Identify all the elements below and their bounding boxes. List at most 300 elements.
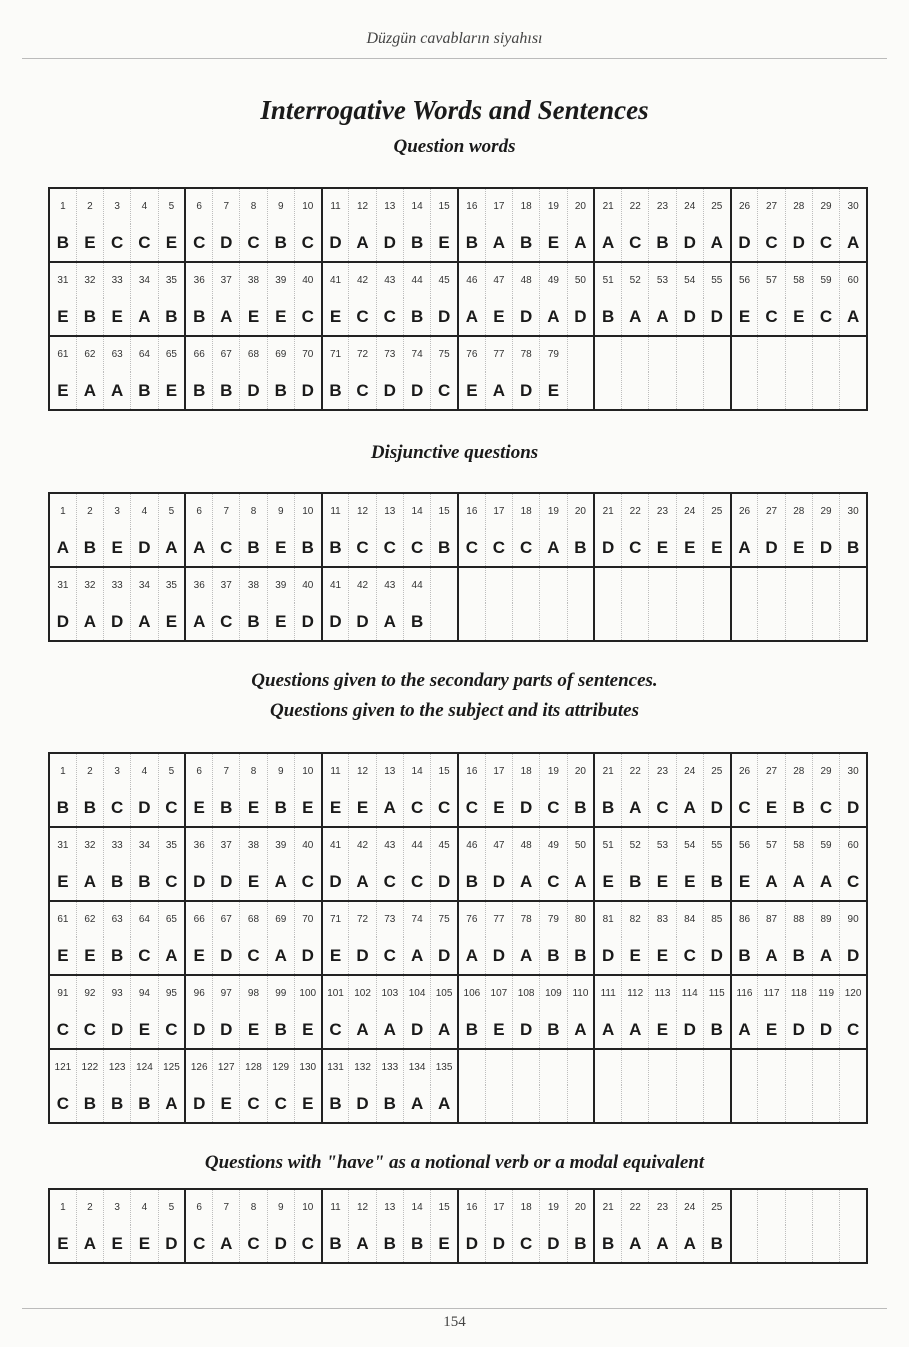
question-number bbox=[703, 336, 730, 372]
question-number: 4 bbox=[131, 753, 158, 789]
answer-letter bbox=[622, 603, 649, 641]
answer-letter: E bbox=[758, 789, 785, 827]
answer-letter: B bbox=[267, 789, 294, 827]
answer-letter: E bbox=[322, 298, 349, 336]
question-number: 23 bbox=[649, 753, 676, 789]
answer-letter: C bbox=[131, 937, 158, 975]
answer-letter bbox=[812, 372, 839, 410]
question-number: 105 bbox=[431, 975, 458, 1011]
question-number: 114 bbox=[676, 975, 703, 1011]
question-number: 131 bbox=[322, 1049, 349, 1085]
answer-letter: A bbox=[76, 863, 103, 901]
question-number: 32 bbox=[76, 262, 103, 298]
answer-letter: C bbox=[812, 789, 839, 827]
question-number: 45 bbox=[431, 262, 458, 298]
answer-letter: B bbox=[540, 937, 567, 975]
question-number: 14 bbox=[403, 493, 430, 529]
question-number: 88 bbox=[785, 901, 812, 937]
answer-letter: C bbox=[158, 789, 185, 827]
question-number: 5 bbox=[158, 493, 185, 529]
answer-letter: A bbox=[158, 1085, 185, 1123]
answer-letter: E bbox=[49, 937, 76, 975]
answer-row bbox=[49, 937, 867, 975]
question-number: 98 bbox=[240, 975, 267, 1011]
answer-letter bbox=[622, 1085, 649, 1123]
answer-letter: D bbox=[213, 937, 240, 975]
question-number: 7 bbox=[213, 1189, 240, 1225]
answer-letter bbox=[567, 372, 594, 410]
question-number: 38 bbox=[240, 827, 267, 863]
answer-letter: B bbox=[567, 937, 594, 975]
answer-letter: B bbox=[322, 529, 349, 567]
answer-letter: B bbox=[322, 372, 349, 410]
question-number: 21 bbox=[594, 493, 621, 529]
answer-letter: B bbox=[49, 789, 76, 827]
answer-letter: A bbox=[731, 529, 758, 567]
answer-letter: C bbox=[622, 224, 649, 262]
answer-letter bbox=[458, 1085, 485, 1123]
question-number: 9 bbox=[267, 493, 294, 529]
answer-letter: A bbox=[158, 937, 185, 975]
answer-letter: E bbox=[731, 298, 758, 336]
question-number: 87 bbox=[758, 901, 785, 937]
answer-letter: A bbox=[267, 863, 294, 901]
number-row bbox=[49, 901, 867, 937]
question-number: 116 bbox=[731, 975, 758, 1011]
question-number: 36 bbox=[185, 827, 212, 863]
question-number: 58 bbox=[785, 827, 812, 863]
question-number bbox=[758, 1049, 785, 1085]
answer-letter: D bbox=[567, 298, 594, 336]
question-number: 132 bbox=[349, 1049, 376, 1085]
question-number: 47 bbox=[485, 827, 512, 863]
answer-letter: E bbox=[104, 298, 131, 336]
answer-letter: A bbox=[104, 372, 131, 410]
answer-letter: E bbox=[213, 1085, 240, 1123]
question-number: 57 bbox=[758, 827, 785, 863]
question-number: 124 bbox=[131, 1049, 158, 1085]
question-number: 111 bbox=[594, 975, 621, 1011]
answer-letter bbox=[758, 1225, 785, 1263]
answer-letter: A bbox=[376, 1011, 403, 1049]
question-number: 42 bbox=[349, 262, 376, 298]
question-number: 6 bbox=[185, 1189, 212, 1225]
answer-letter: D bbox=[294, 372, 321, 410]
answer-letter: B bbox=[213, 372, 240, 410]
question-number: 7 bbox=[213, 188, 240, 224]
question-number bbox=[731, 567, 758, 603]
answer-letter: B bbox=[403, 1225, 430, 1263]
answer-row bbox=[49, 372, 867, 410]
answer-letter: D bbox=[185, 1085, 212, 1123]
question-number: 37 bbox=[213, 262, 240, 298]
question-number: 110 bbox=[567, 975, 594, 1011]
question-number: 77 bbox=[485, 336, 512, 372]
answer-letter: B bbox=[267, 224, 294, 262]
answer-letter: C bbox=[213, 529, 240, 567]
answer-letter: D bbox=[294, 603, 321, 641]
answer-letter: B bbox=[785, 937, 812, 975]
question-number: 13 bbox=[376, 1189, 403, 1225]
answer-letter: E bbox=[76, 224, 103, 262]
answer-letter bbox=[731, 603, 758, 641]
question-number: 96 bbox=[185, 975, 212, 1011]
answer-letter: E bbox=[622, 937, 649, 975]
answer-letter: D bbox=[485, 1225, 512, 1263]
question-number bbox=[703, 567, 730, 603]
question-number: 130 bbox=[294, 1049, 321, 1085]
question-number: 72 bbox=[349, 336, 376, 372]
answer-letter: A bbox=[185, 603, 212, 641]
answer-letter: E bbox=[104, 1225, 131, 1263]
question-number: 92 bbox=[76, 975, 103, 1011]
answer-letter bbox=[840, 1085, 867, 1123]
answer-letter: B bbox=[294, 529, 321, 567]
question-number: 40 bbox=[294, 262, 321, 298]
answer-letter: D bbox=[322, 863, 349, 901]
answer-letter: D bbox=[322, 603, 349, 641]
question-number: 49 bbox=[540, 827, 567, 863]
answer-letter: E bbox=[431, 224, 458, 262]
answer-letter: E bbox=[703, 529, 730, 567]
question-number bbox=[485, 1049, 512, 1085]
answer-letter: A bbox=[513, 937, 540, 975]
section-caption: Questions given to the secondary parts of sentences. bbox=[251, 670, 658, 691]
answer-letter: B bbox=[376, 1085, 403, 1123]
question-number: 118 bbox=[785, 975, 812, 1011]
question-number: 24 bbox=[676, 493, 703, 529]
answer-letter bbox=[758, 603, 785, 641]
answer-letter: B bbox=[403, 603, 430, 641]
answer-letter bbox=[840, 372, 867, 410]
question-number: 18 bbox=[513, 493, 540, 529]
answer-letter: D bbox=[376, 372, 403, 410]
answer-letter: A bbox=[431, 1011, 458, 1049]
answer-letter: D bbox=[540, 1225, 567, 1263]
answer-letter: E bbox=[349, 789, 376, 827]
question-number bbox=[567, 567, 594, 603]
question-number: 21 bbox=[594, 188, 621, 224]
question-number: 107 bbox=[485, 975, 512, 1011]
answer-letter bbox=[731, 1225, 758, 1263]
answer-letter: B bbox=[104, 1085, 131, 1123]
answer-letter: B bbox=[49, 224, 76, 262]
question-number: 14 bbox=[403, 753, 430, 789]
question-number: 34 bbox=[131, 827, 158, 863]
answer-letter bbox=[812, 603, 839, 641]
answer-letter: D bbox=[676, 224, 703, 262]
question-number: 6 bbox=[185, 753, 212, 789]
number-row bbox=[49, 336, 867, 372]
question-number: 9 bbox=[267, 1189, 294, 1225]
question-number: 34 bbox=[131, 567, 158, 603]
question-number: 125 bbox=[158, 1049, 185, 1085]
answer-letter: C bbox=[240, 1225, 267, 1263]
page-number: 154 bbox=[443, 1314, 466, 1330]
question-number: 25 bbox=[703, 188, 730, 224]
answer-letter: C bbox=[158, 863, 185, 901]
question-number: 10 bbox=[294, 753, 321, 789]
answer-letter: E bbox=[785, 529, 812, 567]
question-number: 36 bbox=[185, 567, 212, 603]
answer-letter: E bbox=[294, 789, 321, 827]
answer-letter: E bbox=[540, 372, 567, 410]
answer-letter: E bbox=[676, 529, 703, 567]
answer-letter: C bbox=[376, 529, 403, 567]
question-number: 59 bbox=[812, 827, 839, 863]
answer-letter: D bbox=[458, 1225, 485, 1263]
question-number: 18 bbox=[513, 1189, 540, 1225]
question-number: 1 bbox=[49, 493, 76, 529]
question-number: 20 bbox=[567, 753, 594, 789]
answer-letter: D bbox=[731, 224, 758, 262]
question-number: 24 bbox=[676, 753, 703, 789]
answer-letter: B bbox=[240, 529, 267, 567]
question-number: 17 bbox=[485, 1189, 512, 1225]
question-number bbox=[812, 567, 839, 603]
question-number bbox=[676, 1049, 703, 1085]
answer-letter: C bbox=[846, 1019, 860, 1039]
answer-letter bbox=[758, 372, 785, 410]
question-number: 126 bbox=[185, 1049, 212, 1085]
answer-letter: C bbox=[104, 224, 131, 262]
question-number: 35 bbox=[158, 827, 185, 863]
footer-rule bbox=[22, 1308, 887, 1309]
page-title: Interrogative Words and Sentences bbox=[260, 95, 649, 125]
question-number: 109 bbox=[540, 975, 567, 1011]
answer-letter: C bbox=[376, 863, 403, 901]
answer-letter: E bbox=[322, 789, 349, 827]
answer-row bbox=[49, 224, 867, 262]
answer-letter: E bbox=[267, 529, 294, 567]
answer-letter: D bbox=[785, 1011, 812, 1049]
question-number: 21 bbox=[594, 753, 621, 789]
answer-letter: A bbox=[349, 1011, 376, 1049]
number-row bbox=[49, 262, 867, 298]
answer-letter: E bbox=[185, 789, 212, 827]
answer-letter: B bbox=[594, 1225, 621, 1263]
question-number: 11 bbox=[322, 493, 349, 529]
question-number: 79 bbox=[540, 336, 567, 372]
question-number: 1 bbox=[49, 753, 76, 789]
answer-row bbox=[49, 298, 867, 336]
question-number: 23 bbox=[649, 493, 676, 529]
question-number: 65 bbox=[158, 336, 185, 372]
question-number: 100 bbox=[294, 975, 321, 1011]
question-number bbox=[840, 1189, 867, 1225]
answer-letter: B bbox=[185, 372, 212, 410]
answer-letter: B bbox=[158, 298, 185, 336]
question-number: 14 bbox=[403, 1189, 430, 1225]
number-row bbox=[49, 975, 867, 1011]
number-row bbox=[49, 1189, 867, 1225]
question-number: 64 bbox=[131, 901, 158, 937]
answer-letter: B bbox=[458, 224, 485, 262]
question-number: 122 bbox=[76, 1049, 103, 1085]
answer-row bbox=[49, 1225, 867, 1263]
question-number: 2 bbox=[76, 1189, 103, 1225]
question-number: 47 bbox=[485, 262, 512, 298]
answer-letter: D bbox=[758, 529, 785, 567]
question-number bbox=[676, 567, 703, 603]
answer-letter: A bbox=[76, 1225, 103, 1263]
question-number bbox=[458, 567, 485, 603]
answer-letter: C bbox=[513, 1225, 540, 1263]
question-number: 20 bbox=[567, 188, 594, 224]
question-number: 24 bbox=[676, 188, 703, 224]
question-number: 121 bbox=[49, 1049, 76, 1085]
question-number: 26 bbox=[731, 188, 758, 224]
answer-letter bbox=[785, 603, 812, 641]
question-number: 45 bbox=[431, 827, 458, 863]
section-caption: Questions given to the subject and its attributes bbox=[270, 700, 639, 721]
question-number: 15 bbox=[431, 1189, 458, 1225]
answer-letter bbox=[594, 603, 621, 641]
question-number: 79 bbox=[540, 901, 567, 937]
question-number: 8 bbox=[240, 188, 267, 224]
question-number: 133 bbox=[376, 1049, 403, 1085]
answer-letter bbox=[840, 603, 867, 641]
answer-letter: D bbox=[703, 298, 730, 336]
question-number: 117 bbox=[758, 975, 785, 1011]
question-number: 4 bbox=[131, 493, 158, 529]
answer-letter bbox=[785, 372, 812, 410]
question-number: 3 bbox=[104, 493, 131, 529]
question-number: 115 bbox=[703, 975, 730, 1011]
question-number: 66 bbox=[185, 336, 212, 372]
answer-letter: A bbox=[458, 937, 485, 975]
answer-letter: B bbox=[131, 372, 158, 410]
question-number: 2 bbox=[76, 188, 103, 224]
question-number: 68 bbox=[240, 901, 267, 937]
question-number: 57 bbox=[758, 262, 785, 298]
answer-letter: D bbox=[703, 789, 730, 827]
question-number bbox=[758, 336, 785, 372]
question-number: 54 bbox=[676, 827, 703, 863]
answer-letter: D bbox=[322, 224, 349, 262]
answer-letter bbox=[567, 1085, 594, 1123]
question-number bbox=[812, 1189, 839, 1225]
section-caption: Question words bbox=[393, 136, 516, 157]
answer-letter: C bbox=[485, 529, 512, 567]
answer-letter: C bbox=[185, 1225, 212, 1263]
question-number: 128 bbox=[240, 1049, 267, 1085]
answer-letter: B bbox=[594, 789, 621, 827]
question-number: 76 bbox=[458, 336, 485, 372]
question-number bbox=[622, 336, 649, 372]
question-number: 102 bbox=[349, 975, 376, 1011]
answer-letter: E bbox=[104, 529, 131, 567]
question-number: 17 bbox=[485, 753, 512, 789]
question-number bbox=[785, 336, 812, 372]
answer-letter: C bbox=[104, 789, 131, 827]
question-number: 120 bbox=[844, 988, 862, 999]
question-number: 17 bbox=[485, 188, 512, 224]
question-number: 53 bbox=[649, 827, 676, 863]
answer-letter: B bbox=[76, 529, 103, 567]
answer-letter: E bbox=[458, 372, 485, 410]
answer-letter: A bbox=[485, 372, 512, 410]
answer-letter: A bbox=[458, 298, 485, 336]
answer-letter: D bbox=[49, 603, 76, 641]
answer-letter: D bbox=[213, 1011, 240, 1049]
question-number bbox=[431, 567, 458, 603]
answer-letter: C bbox=[349, 529, 376, 567]
answer-letter bbox=[594, 372, 621, 410]
question-number: 33 bbox=[104, 262, 131, 298]
answer-letter: C bbox=[513, 529, 540, 567]
answer-letter bbox=[458, 603, 485, 641]
answer-letter: C bbox=[76, 1011, 103, 1049]
answer-letter: B bbox=[731, 937, 758, 975]
answer-letter bbox=[622, 372, 649, 410]
question-number: 46 bbox=[458, 262, 485, 298]
question-number: 5 bbox=[158, 188, 185, 224]
question-number: 30 bbox=[847, 506, 859, 517]
question-number: 74 bbox=[403, 336, 430, 372]
question-number: 29 bbox=[812, 493, 839, 529]
answer-letter: D bbox=[294, 937, 321, 975]
question-number bbox=[649, 567, 676, 603]
answer-letter: A bbox=[703, 224, 730, 262]
question-number: 11 bbox=[322, 1189, 349, 1225]
answer-letter: C bbox=[349, 372, 376, 410]
question-number: 78 bbox=[513, 901, 540, 937]
question-number: 25 bbox=[703, 753, 730, 789]
question-number: 90 bbox=[847, 914, 859, 925]
question-number bbox=[513, 567, 540, 603]
question-number: 41 bbox=[322, 262, 349, 298]
answer-letter: A bbox=[649, 298, 676, 336]
question-number: 13 bbox=[376, 753, 403, 789]
question-number bbox=[785, 1189, 812, 1225]
answer-letter bbox=[676, 603, 703, 641]
answer-letter: D bbox=[185, 1011, 212, 1049]
question-number: 61 bbox=[49, 901, 76, 937]
answer-letter: C bbox=[294, 1225, 321, 1263]
question-number: 6 bbox=[185, 188, 212, 224]
answer-letter: C bbox=[403, 863, 430, 901]
question-number: 10 bbox=[294, 1189, 321, 1225]
question-number: 5 bbox=[158, 1189, 185, 1225]
question-number bbox=[594, 567, 621, 603]
question-number: 13 bbox=[376, 493, 403, 529]
answer-letter: E bbox=[294, 1011, 321, 1049]
question-number: 18 bbox=[513, 753, 540, 789]
answer-letter: B bbox=[76, 1085, 103, 1123]
question-number: 103 bbox=[376, 975, 403, 1011]
question-number: 127 bbox=[213, 1049, 240, 1085]
answer-letter: D bbox=[403, 372, 430, 410]
question-number: 31 bbox=[49, 567, 76, 603]
answer-letter: A bbox=[649, 1225, 676, 1263]
question-number: 27 bbox=[758, 753, 785, 789]
number-row bbox=[49, 753, 867, 789]
answer-letter: B bbox=[567, 1225, 594, 1263]
question-number: 41 bbox=[322, 567, 349, 603]
answer-letter: E bbox=[158, 372, 185, 410]
answer-letter: E bbox=[322, 937, 349, 975]
answer-letter: B bbox=[322, 1225, 349, 1263]
question-number: 19 bbox=[540, 1189, 567, 1225]
question-number: 39 bbox=[267, 827, 294, 863]
question-number: 43 bbox=[376, 262, 403, 298]
answer-letter: D bbox=[431, 298, 458, 336]
answer-letter: E bbox=[49, 1225, 76, 1263]
answer-letter: D bbox=[513, 789, 540, 827]
answer-letter: C bbox=[240, 1085, 267, 1123]
answer-letter bbox=[431, 603, 458, 641]
